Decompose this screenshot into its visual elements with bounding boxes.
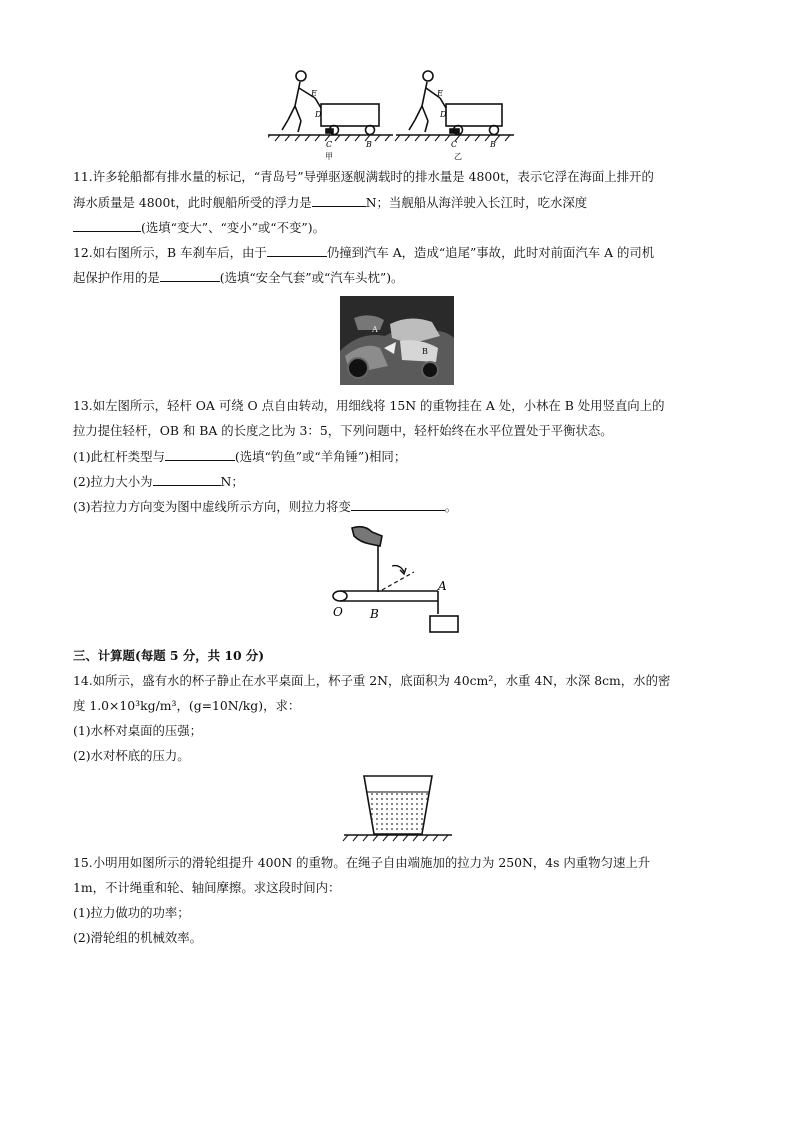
q13-sub2-text-b: N；	[220, 474, 244, 489]
cart-label-B: B	[366, 140, 372, 149]
cart-jia-diagram	[268, 71, 393, 135]
q13-sub3-text-a: (3)若拉力方向变为图中虚线所示方向，则拉力将变	[73, 499, 351, 514]
q15-line2: 1m，不计绳重和轮、轴间摩擦。求这段时间内：	[73, 880, 341, 895]
carts-figure	[268, 66, 516, 164]
q13-blank-force[interactable]	[153, 473, 221, 486]
q12-line2-text-b: (选填“安全气套”或“汽车头枕”)。	[219, 270, 404, 285]
lever-label-O: O	[333, 605, 343, 619]
q12-line1-text-b: 仍撞到汽车 A，造成“追尾”事故，此时对前面汽车 A 的司机	[326, 245, 655, 260]
q13-line2: 拉力提住轻杆，OB 和 BA 的长度之比为 3：5，下列问题中，轻杆始终在水平位置处于平衡状态。	[73, 423, 613, 438]
q14-sub2: (2)水对杯底的压力。	[73, 748, 190, 763]
q13-sub3	[73, 498, 457, 515]
cart2-label-D: D	[440, 110, 447, 119]
lever-label-A: A	[438, 579, 447, 593]
q15-line1: 15.小明用如图所示的滑轮组提升 400N 的重物。在绳子自由端施加的拉力为 250N，4s 内重物匀速上升	[73, 855, 651, 870]
cart-caption-yi: 乙	[454, 152, 462, 161]
q13-sub2	[73, 473, 244, 490]
cart-label-C: C	[326, 140, 333, 149]
q12-line2-text-a: 起保护作用的是	[73, 270, 160, 285]
lever-label-B: B	[370, 607, 379, 621]
q14-line1: 14.如所示，盛有水的杯子静止在水平桌面上，杯子重 2N，底面积为 40cm²，水重 4N，水深 8cm，水的密	[73, 673, 671, 688]
q12-line1	[73, 244, 654, 261]
q11-line2-text-a: 海水质量是 4800t，此时舰船所受的浮力是	[73, 195, 312, 210]
cart2-label-B: B	[490, 140, 496, 149]
q11-line1: 11.许多轮船都有排水量的标记，“青岛号”导弹驱逐舰满载时的排水量是 4800t，表示它浮在海面上排开的	[73, 169, 654, 184]
crash-label-A: A	[372, 325, 378, 334]
q14-line2: 度 1.0×10³kg/m³，(g=10N/kg)，求：	[73, 698, 301, 713]
q12-blank-protection[interactable]	[160, 269, 220, 282]
crash-label-B: B	[422, 347, 428, 356]
cart-caption-jia: 甲	[325, 152, 333, 161]
q13-blank-lever-type[interactable]	[165, 448, 235, 461]
q13-blank-change[interactable]	[351, 498, 445, 511]
q12-line2	[73, 269, 403, 286]
q13-sub3-text-b: 。	[444, 499, 458, 514]
q11-blank-draft[interactable]	[73, 219, 141, 232]
q15-sub2: (2)滑轮组的机械效率。	[73, 930, 203, 945]
q13-sub1	[73, 448, 406, 465]
cart2-label-C: C	[451, 140, 458, 149]
cart-yi-diagram	[396, 71, 514, 135]
q13-sub1-text-b: (选填“钓鱼”或“羊角锤”)相同；	[234, 449, 407, 464]
lever-figure	[330, 524, 462, 638]
cart-label-E: E	[311, 89, 317, 98]
q11-line2-text-b: N；当舰船从海洋驶入长江时，吃水深度	[365, 195, 588, 210]
cart-label-D: D	[315, 110, 322, 119]
cart2-label-E: E	[437, 89, 443, 98]
q11-blank-buoyancy[interactable]	[312, 194, 366, 207]
cup-figure	[340, 772, 456, 844]
q15-sub1: (1)拉力做功的功率；	[73, 905, 190, 920]
q11-line2	[73, 194, 587, 211]
q13-line1: 13.如左图所示，轻杆 OA 可绕 O 点自由转动，用细线将 15N 的重物挂在 A 处，小林在 B 处用竖直向上的	[73, 398, 665, 413]
q12-blank-inertia[interactable]	[267, 244, 327, 257]
q11-line3-text: (选填“变大”、“变小”或“不变”)。	[141, 220, 325, 235]
q14-sub1: (1)水杯对桌面的压强；	[73, 723, 203, 738]
section3-heading: 三、计算题(每题 5 分，共 10 分)	[73, 648, 265, 663]
q12-line1-text-a: 12.如右图所示，B 车刹车后，由于	[73, 245, 267, 260]
crash-photo	[340, 296, 454, 385]
q11-line3	[73, 219, 325, 236]
q13-sub1-text-a: (1)此杠杆类型与	[73, 449, 165, 464]
q13-sub2-text-a: (2)拉力大小为	[73, 474, 153, 489]
